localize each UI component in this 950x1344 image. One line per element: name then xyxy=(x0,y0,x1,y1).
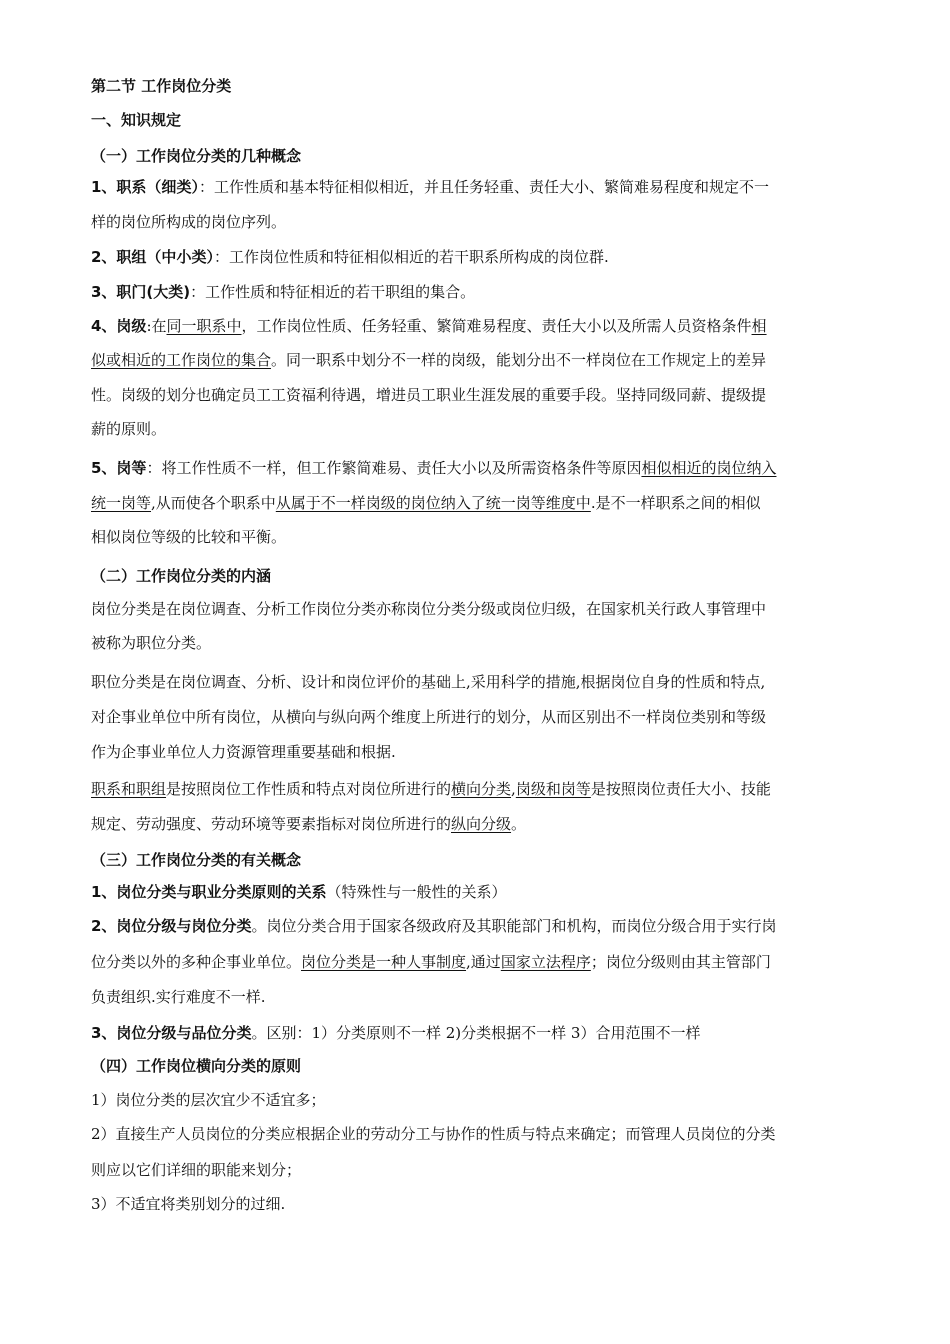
item4-underline-3: 似或相近的工作岗位的集合 xyxy=(91,351,272,369)
r3-text: 。区别：1）分类原则不一样 2)分类根据不一样 3）合用范围不一样 xyxy=(251,1024,701,1042)
r2-line2 xyxy=(91,950,771,974)
p3-text-b: , xyxy=(511,780,516,798)
r1-text: （特殊性与一般性的关系） xyxy=(326,883,507,901)
r1-line xyxy=(91,880,506,904)
item4-text-a: :在 xyxy=(146,317,167,335)
subsection-title-1: （一）工作岗位分类的几种概念 xyxy=(91,147,302,165)
item5-line2 xyxy=(91,491,761,515)
item1-line1 xyxy=(91,175,769,199)
r2-line3: 负责组织.实行难度不一样. xyxy=(91,988,266,1006)
item3-line xyxy=(91,280,475,304)
p3-text-c: 是按照岗位责任大小、技能 xyxy=(590,780,771,798)
item4-line3: 性。岗级的划分也确定员工工资福利待遇，增进员工职业生涯发展的重要手段。坚持同级同薪、提级提 xyxy=(91,386,767,404)
item4-head: 4、岗级 xyxy=(91,317,147,335)
item5-line1 xyxy=(91,456,776,480)
item5-line3: 相似岗位等级的比较和平衡。 xyxy=(91,528,287,546)
r2-text-b: 位分类以外的多种企事业单位。 xyxy=(91,953,302,971)
item5-text-c: .是不一样职系之间的相似 xyxy=(590,494,761,512)
item1-line2: 样的岗位所构成的岗位序列。 xyxy=(91,213,287,231)
item4-underline-2: 相 xyxy=(751,317,767,335)
p2-line1: 职位分类是在岗位调查、分析、设计和岗位评价的基础上,采用科学的措施,根据岗位自身的性质和特点, xyxy=(91,673,766,691)
item1-sep: ： xyxy=(198,178,214,196)
r3-head: 3、岗位分级与品位分类 xyxy=(91,1024,252,1042)
r2-text-c: ,通过 xyxy=(466,953,501,971)
p1-line1: 岗位分类是在岗位调查、分析工作岗位分类亦称岗位分类分级或岗位归级，在国家机关行政人事管理中 xyxy=(91,600,767,618)
subsection-title-2: （二）工作岗位分类的内涵 xyxy=(91,567,272,585)
item4-text-b: ，工作岗位性质、任务轻重、繁简难易程度、责任大小以及所需人员资格条件 xyxy=(241,317,752,335)
p1-line2: 被称为职位分类。 xyxy=(91,634,212,652)
part-title: 一、知识规定 xyxy=(91,111,182,129)
item5-underline-2: 统一岗等 xyxy=(91,494,152,512)
subsection-title-4: （四）工作岗位横向分类的原则 xyxy=(91,1057,302,1075)
item5-head: 5、岗等 xyxy=(91,459,147,477)
item4-line4: 薪的原则。 xyxy=(91,420,167,438)
p3-underline-2: 横向分类 xyxy=(451,780,512,798)
item3-head: 3、职门(大类) xyxy=(91,283,191,301)
r2-text-d: ；岗位分级则由其主管部门 xyxy=(590,953,771,971)
item2-text: 工作岗位性质和特征相似相近的若干职系所构成的岗位群. xyxy=(228,248,609,266)
r2-underline-2: 国家立法程序 xyxy=(500,953,591,971)
item3-text: 工作性质和特征相近的若干职组的集合。 xyxy=(205,283,476,301)
q1-line: 1）岗位分类的层次宜少不适宜多； xyxy=(91,1091,326,1109)
item5-text-b: ,从而使各个职系中 xyxy=(151,494,276,512)
subsection-title-3: （三）工作岗位分类的有关概念 xyxy=(91,851,302,869)
p2-line2: 对企事业单位中所有岗位，从横向与纵向两个维度上所进行的划分，从而区别出不一样岗位类别和等级 xyxy=(91,708,767,726)
r3-line xyxy=(91,1021,700,1045)
section-title: 第二节 工作岗位分类 xyxy=(91,77,232,95)
item3-sep: ： xyxy=(190,283,206,301)
r1-head: 1、岗位分类与职业分类原则的关系 xyxy=(91,883,327,901)
item5-text-a: ：将工作性质不一样，但工作繁简难易、责任大小以及所需资格条件等原因 xyxy=(146,459,642,477)
item1-text: 工作性质和基本特征相似相近，并且任务轻重、责任大小、繁简难易程度和规定不一 xyxy=(213,178,769,196)
p3-text-e: 。 xyxy=(511,815,527,833)
p2-line3: 作为企事业单位人力资源管理重要基础和根据. xyxy=(91,743,396,761)
item2-line xyxy=(91,245,609,269)
item4-text-c: 。同一职系中划分不一样的岗级，能划分出不一样岗位在工作规定上的差异 xyxy=(271,351,767,369)
item2-head: 2、职组（中小类） xyxy=(91,248,214,266)
p3-underline-3: 岗级和岗等 xyxy=(515,780,591,798)
p3-underline-4: 纵向分级 xyxy=(451,815,512,833)
item4-line2 xyxy=(91,348,766,372)
item5-underline-1: 相似相近的岗位纳入 xyxy=(641,459,777,477)
p3-line2 xyxy=(91,812,526,836)
p3-text-a: 是按照岗位工作性质和特点对岗位所进行的 xyxy=(166,780,452,798)
item4-line1 xyxy=(91,314,767,338)
q2-line1: 2）直接生产人员岗位的分类应根据企业的劳动分工与协作的性质与特点来确定；而管理人员岗位的分类 xyxy=(91,1125,776,1143)
q2-line2: 则应以它们详细的职能来划分； xyxy=(91,1161,302,1179)
q3-line: 3）不适宜将类别划分的过细. xyxy=(91,1195,286,1213)
item1-head: 1、职系（细类） xyxy=(91,178,199,196)
r2-head: 2、岗位分级与岗位分类 xyxy=(91,917,252,935)
item4-underline-1: 同一职系中 xyxy=(166,317,242,335)
item2-sep: ： xyxy=(213,248,229,266)
r2-line1 xyxy=(91,914,776,938)
p3-underline-1: 职系和职组 xyxy=(91,780,167,798)
item5-underline-3: 从属于不一样岗级的岗位纳入了统一岗等维度中 xyxy=(275,494,591,512)
r2-underline-1: 岗位分类是一种人事制度 xyxy=(301,953,467,971)
r2-text-a: 。岗位分类合用于国家各级政府及其职能部门和机构，而岗位分级合用于实行岗 xyxy=(251,917,777,935)
p3-text-d: 规定、劳动强度、劳动环境等要素指标对岗位所进行的 xyxy=(91,815,452,833)
p3-line1 xyxy=(91,777,771,801)
